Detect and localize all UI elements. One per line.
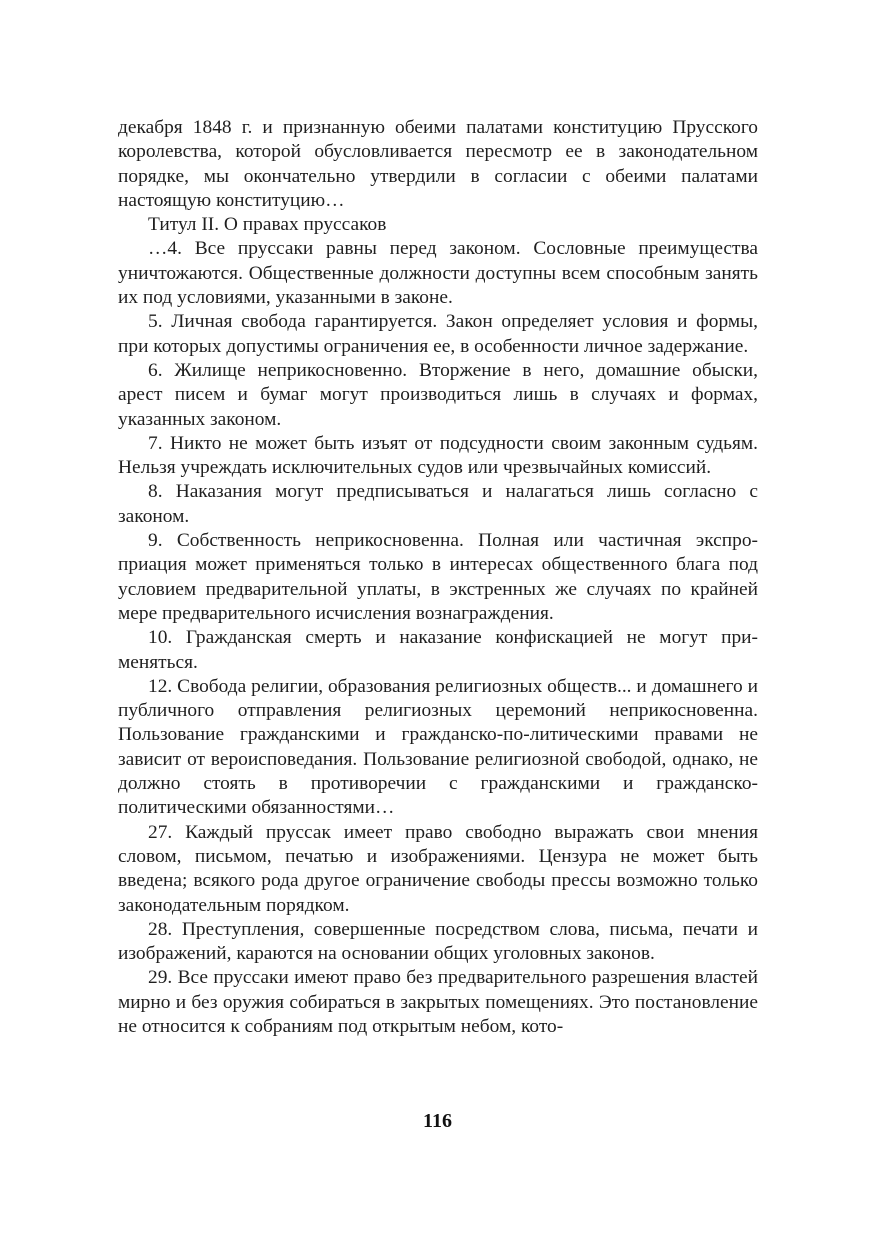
paragraph-article-10: 10. Гражданская смерть и наказание конфискацией не могут применяться. xyxy=(118,627,758,673)
paragraph-article-28: 28. Преступления, совершенные посредством слова, письма, печати и изображений, караются на основании общих уголовных законов. xyxy=(118,918,758,965)
paragraph-article-4: …4. Все пруссаки равны перед законом. Сословные преимущества уничтожаются. Общественные должности доступны всем способным занять их под условиями, указанными в законе. xyxy=(118,238,758,309)
paragraph-article-6: 6. Жилище неприкосновенно. Вторжение в него, домашние обыски, арест писем и бумаг могут производиться лишь в случаях и формах, указанных законом. xyxy=(118,359,758,430)
section-heading: Титул II. О правах пруссаков xyxy=(148,214,387,236)
paragraph-article-9: 9. Собственность неприкосновенна. Полная или частичная экспроприация может применяться только в интересах общественного блага под условием предварительной уплаты, в экстренных же случаях по крайней мере предварительного исчисления вознаграждения. xyxy=(118,530,758,624)
paragraph-article-7: 7. Никто не может быть изъят от подсудности своим законным судьям. Нельзя учреждать исключительных судов или чрезвычайных комиссий. xyxy=(118,432,758,479)
paragraph-continuation: декабря 1848 г. и признанную обеими палатами конституцию Прусского королевства, которой обусловливается пересмотр ее в законодательном порядке, мы окончательно утвердили в согласии с обеими палатами настоящую конституцию… xyxy=(118,117,758,211)
paragraph-article-8: 8. Наказания могут предписываться и налагаться лишь согласно с законом. xyxy=(118,481,758,527)
paragraph-article-5: 5. Личная свобода гарантируется. Закон определяет условия и формы, при которых допустимы ограничения ее, в особенности личное задержание. xyxy=(118,311,758,357)
paragraph-article-29: 29. Все пруссаки имеют право без предварительного разрешения властей мирно и без оружия собираться в закрытых помещениях. Это постановление не относится к собраниям под открытым небом, кото- xyxy=(118,967,758,1037)
page-number: 116 xyxy=(423,1110,452,1132)
paragraph-article-27: 27. Каждый пруссак имеет право свободно выражать свои мнения словом, письмом, печатью и изображениями. Цензура не может быть введена; всякого рода другое ограничение свободы прессы возможно только законодательным порядком. xyxy=(118,821,758,916)
body-text xyxy=(118,116,758,1039)
paragraph-article-12: 12. Свобода религии, образования религиозных обществ... и домашнего и публичного отправления религиозных церемоний неприкосновенна. Пользование гражданскими и гражданско-по-литическими правами не зависит от вероисповедания. Пользование религиозной свободой, однако, не должно стоять в противоречии с гражданскими и гражданско-политическими обязанностями… xyxy=(118,675,758,819)
